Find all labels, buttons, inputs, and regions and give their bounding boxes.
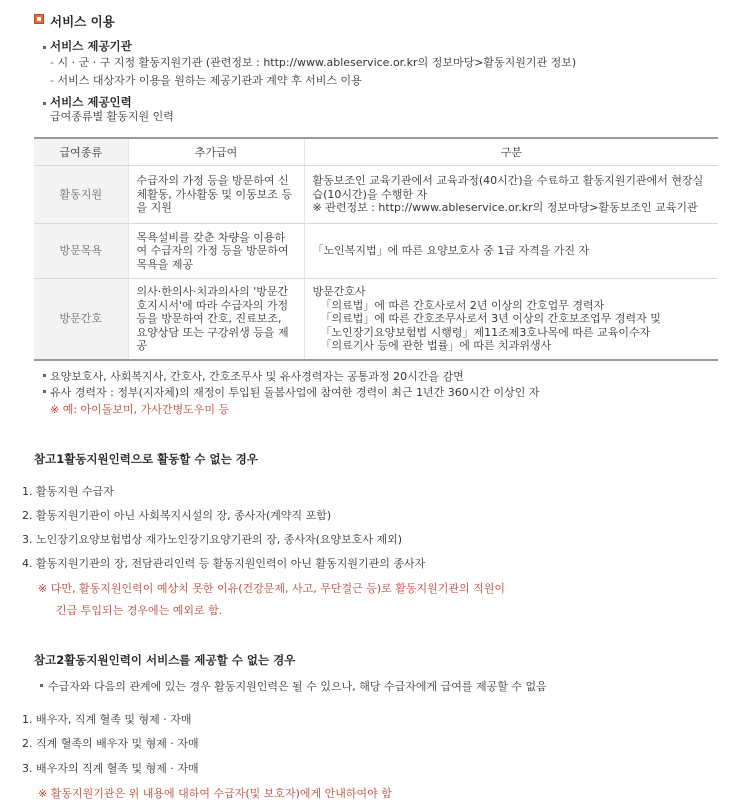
bullet-icon [43, 374, 46, 377]
table-row [34, 224, 718, 279]
division-line: 활동보조인 교육기관에서 교육과정(40시간)을 수료하고 활동지원기관에서 현장실습(10시간)을 수행한 자 [312, 174, 704, 201]
ref1-title: 참고1활동지원인력으로 활동할 수 없는 경우 [34, 452, 258, 466]
row-division [304, 224, 718, 279]
list-item: 3. 배우자의 직계 혈족 및 형제 · 자매 [22, 762, 199, 775]
list-item: 1. 활동지원 수급자 [22, 485, 114, 498]
division-line: 「의료법」에 따른 간호조무사로서 3년 이상의 간호보조업무 경력자 및 [320, 312, 661, 325]
col-header-division: 구분 [304, 138, 718, 166]
list-item: 2. 직계 혈족의 배우자 및 형제 · 자매 [22, 737, 199, 750]
row-division [304, 166, 718, 224]
table-header-row [34, 138, 718, 166]
list-item: 1. 배우자, 직계 혈족 및 형제 · 자매 [22, 713, 192, 726]
ref2-desc: 수급자와 다음의 관계에 있는 경우 활동지원인력은 될 수 있으나, 해당 수급자에게 급여를 제공할 수 없음 [48, 680, 547, 693]
list-item: 3. 노인장기요양보험법상 재가노인장기요양기관의 장, 종사자(요양보호사 제외) [22, 533, 403, 546]
list-item: 2. 활동지원기관이 아닌 사회복지시설의 장, 종사자(계약직 포함) [22, 509, 332, 522]
row-division [304, 279, 718, 360]
division-line: 「의료기사 등에 관한 법률」에 따른 치과위생사 [320, 339, 552, 352]
division-line: 「노인복지법」에 따른 요양보호사 중 1급 자격을 가진 자 [312, 244, 590, 258]
note-1: 요양보호사, 사회복지사, 간호사, 간호조무사 및 유사경력자는 공통과정 20시간을 감면 [50, 370, 464, 383]
row-added: 목욕설비를 갖춘 차량을 이용하여 수급자의 가정 등을 방문하여 목욕을 제공 [128, 224, 304, 279]
section-title: 서비스 이용 [50, 14, 115, 29]
ref2-note: ※ 활동지원기관은 위 내용에 대하여 수급자(및 보호자)에게 안내하여야 함 [38, 787, 392, 800]
workforce-table [34, 137, 718, 361]
row-added: 수급자의 가정 등을 방문하여 신체활동, 가사활동 및 이동보조 등을 지원 [128, 166, 304, 224]
list-item: 4. 활동지원기관의 장, 전담관리인력 등 활동지원인력이 아닌 활동지원기관의 종사자 [22, 557, 426, 570]
row-added: 의사·한의사·치과의사의 '방문간호지시서'에 따라 수급자의 가정 등을 방문하여 간호, 진료보조, 요양상담 또는 구강위생 등을 제공 [128, 279, 304, 360]
table-row [34, 166, 718, 224]
row-type: 방문간호 [34, 279, 128, 360]
division-line: 「의료법」에 따른 간호사로서 2년 이상의 간호업무 경력자 [320, 298, 605, 312]
bullet-icon [40, 684, 43, 687]
section-square-icon [34, 14, 44, 24]
row-type: 방문목욕 [34, 224, 128, 279]
col-header-type: 급여종류 [34, 138, 128, 166]
ref1-note-line-1: ※ 다만, 활동지원인력이 예상치 못한 이유(건강문제, 사고, 무단결근 등)로 활동지원기관의 직원이 [38, 582, 506, 595]
bullet-icon [43, 390, 46, 393]
table-row [34, 279, 718, 360]
provider-line-1: - 시 · 군 · 구 지정 활동지원기관 (관련정보 : http://www.ableservice.or.kr의 정보마당>활동지원기관 정보) [50, 56, 577, 69]
note-2: 유사 경력자 : 정부(지자체)의 재정이 투입된 돌봄사업에 참여한 경력이 최근 1년간 360시간 이상인 자 [50, 386, 540, 399]
ref2-title: 참고2활동지원인력이 서비스를 제공할 수 없는 경우 [34, 653, 296, 667]
workforce-desc: 급여종류별 활동지원 인력 [50, 110, 174, 123]
division-line: 「노인장기요양보험법 시행령」제11조제3호나목에 따른 교육이수자 [320, 325, 651, 339]
note-3: ※ 예: 아이돌보미, 가사간병도우미 등 [50, 403, 230, 416]
bullet-icon [43, 102, 46, 105]
provider-heading: 서비스 제공기관 [50, 39, 132, 53]
workforce-heading: 서비스 제공인력 [50, 95, 132, 109]
division-note: ※ 관련정보 : http://www.ableservice.or.kr의 정보마당>활동보조인 교육기관 [312, 201, 698, 215]
ref1-note-line-2: 긴급 투입되는 경우에는 예외로 함. [56, 604, 223, 617]
division-title: 방문간호사 [312, 285, 366, 298]
provider-line-2: - 서비스 대상자가 이용을 원하는 제공기관과 계약 후 서비스 이용 [50, 74, 362, 87]
bullet-icon [43, 46, 46, 49]
col-header-added: 추가급여 [128, 138, 304, 166]
row-type: 활동지원 [34, 166, 128, 224]
